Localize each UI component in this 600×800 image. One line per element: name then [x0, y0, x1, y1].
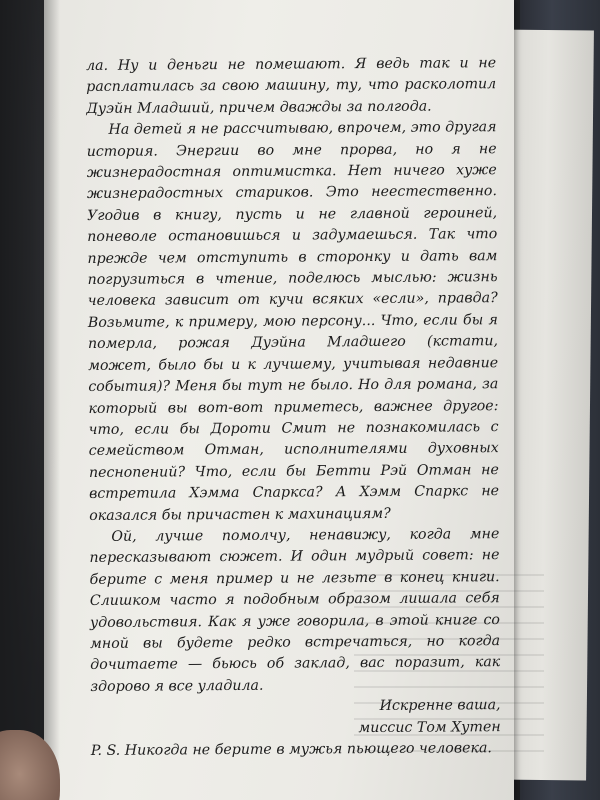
- paragraph-3: Ой, лучше помолчу, ненавижу, когда мне пересказывают сюжет. И один мудрый совет: не берите с меня пример и не лезьте в конец книги. Слишком часто я подобным образом лишала себя удовольствия. Как я уже говорила, в этой книге со мной вы будете редко встречаться, но когда дочитаете — бьюсь об заклад, вас поразит, как здорово я все уладила.: [89, 526, 501, 695]
- paragraph-2: На детей я не рассчитываю, впрочем, это другая история. Энергии во мне прорва, но я не жизнерадостная оптимистка. Нет ничего хуже жизнерадостных стариков. Это неестественно. Угодив в книгу, пусть и не главной героиней, поневоле остановишься и задумаешься. Так что прежде чем отступить в сторонку и дать вам погрузиться в чтение, поделюсь мыслью: жизнь человека зависит от кучи всяких «если», правда? Возьмите, к примеру, мою персону... Что, если бы я померла, рожая Дуэйна Младшего (кстати, может, было бы и к лучшему, учитывая недавние события)? Меня бы тут не было. Но для романа, за который вы вот-вот приметесь, важнее другое: что, если бы Дороти Смит не познакомилась с семейством Отман, исполнителями духовных песнопений? Что, если бы Бетти Рэй Отман не встретила Хэмма Спаркса? А Хэмм Спаркс не оказался бы причастен к махинациям?: [86, 119, 500, 524]
- postscript: P. S. Никогда не берите в мужья пьющего человека.: [90, 740, 492, 759]
- page-text: [86, 53, 501, 762]
- signature-line-2: миссис Том Хутен: [358, 718, 501, 736]
- page-shadow: [0, 0, 60, 800]
- signature-line-1: Искренне ваша,: [379, 697, 501, 715]
- paragraph-1: ла. Ну и деньги не помешают. Я ведь так и не расплатилась за свою машину, ту, что расколотил Дуэйн Младший, причем дважды за полгода.: [86, 55, 497, 117]
